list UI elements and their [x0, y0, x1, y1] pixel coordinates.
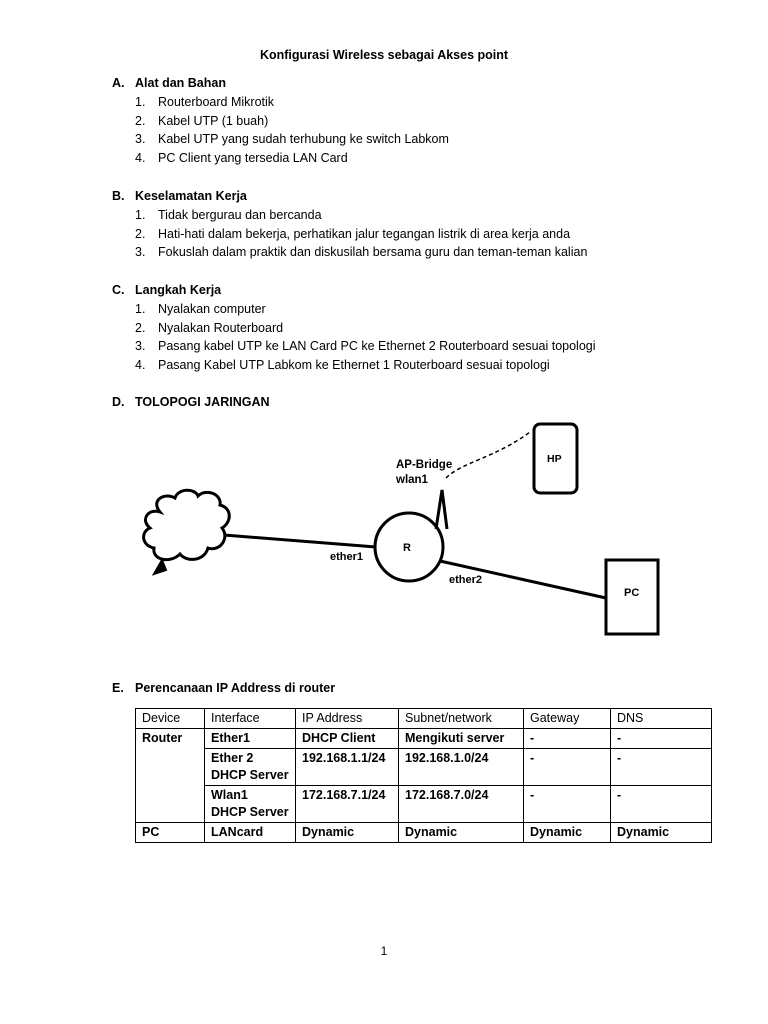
ether1-link [224, 535, 376, 547]
network-topology-diagram [0, 410, 768, 650]
table-row [136, 729, 712, 749]
section-e-heading: E. Perencanaan IP Address di router [112, 681, 336, 695]
table-cell: 192.168.1.0/24 [399, 749, 524, 786]
wireless-link [446, 432, 530, 478]
table-row [136, 786, 712, 823]
table-header: Gateway [524, 709, 611, 729]
section-a-list [135, 93, 449, 168]
table-cell: PC [136, 823, 205, 843]
table-cell: DHCP Client [296, 729, 399, 749]
table-cell: - [524, 786, 611, 823]
list-item: 4. PC Client yang tersedia LAN Card [135, 151, 348, 166]
table-cell: - [611, 749, 712, 786]
wlan-label: wlan1 [396, 474, 428, 486]
section-b-list [135, 206, 587, 262]
list-item: 1. Routerboard Mikrotik [135, 95, 275, 109]
list-item: 3. Fokuslah dalam praktik dan diskusilah bersama guru dan teman-teman kalian [135, 245, 588, 260]
section-c-list [135, 300, 596, 375]
list-item: 2. Nyalakan Routerboard [135, 320, 284, 335]
table-cell: Router [136, 729, 205, 823]
table-cell: - [611, 729, 712, 749]
ip-plan-table [135, 708, 712, 843]
section-c-heading: C. Langkah Kerja [112, 283, 222, 297]
ether1-label: ether1 [330, 551, 364, 563]
section-d-heading: D. TOLOPOGI JARINGAN [112, 395, 270, 409]
list-item: 1. Nyalakan computer [135, 302, 266, 316]
list-item: 3. Pasang kabel UTP ke LAN Card PC ke Ethernet 2 Routerboard sesuai topologi [135, 339, 596, 354]
ap-label: AP-Bridge [396, 459, 453, 471]
table-row [136, 823, 712, 843]
table-cell: Dynamic [296, 823, 399, 843]
table-cell: 192.168.1.1/24 [296, 749, 399, 786]
antenna-icon [436, 490, 447, 529]
table-cell: - [524, 749, 611, 786]
table-cell: - [524, 729, 611, 749]
table-cell: Mengikuti server [399, 729, 524, 749]
table-header: Interface [205, 709, 296, 729]
section-a-heading: A. Alat dan Bahan [112, 76, 226, 90]
table-cell: Dynamic [399, 823, 524, 843]
list-item: 2. Hati-hati dalam bekerja, perhatikan jalur tegangan listrik di area kerja anda [135, 226, 571, 241]
table-cell: Ether1 [205, 729, 296, 749]
ether2-label: ether2 [449, 574, 483, 586]
table-cell: - [611, 786, 712, 823]
list-item: 2. Kabel UTP (1 buah) [135, 113, 269, 128]
table-row [136, 749, 712, 786]
table-cell: Dynamic [524, 823, 611, 843]
table-cell: Dynamic [611, 823, 712, 843]
pc-label: PC [624, 587, 640, 599]
internet-cloud-icon [144, 490, 230, 559]
page-number: 1 [380, 944, 388, 958]
table-cell: Ether 2 DHCP Server [205, 749, 296, 786]
section-b-heading: B. Keselamatan Kerja [112, 189, 247, 203]
table-cell: 172.168.7.0/24 [399, 786, 524, 823]
list-item: 1. Tidak bergurau dan bercanda [135, 208, 322, 222]
table-header: Device [136, 709, 205, 729]
document-title: Konfigurasi Wireless sebagai Akses point [259, 48, 509, 62]
hp-label: HP [547, 453, 562, 465]
cloud-tail [154, 560, 166, 574]
table-header: IP Address [296, 709, 399, 729]
table-cell: LANcard [205, 823, 296, 843]
table-cell: 172.168.7.1/24 [296, 786, 399, 823]
list-item: 4. Pasang Kabel UTP Labkom ke Ethernet 1 Routerboard sesuai topologi [135, 358, 550, 373]
table-header-row [136, 709, 712, 729]
list-item: 3. Kabel UTP yang sudah terhubung ke switch Labkom [135, 132, 449, 147]
table-header: DNS [611, 709, 712, 729]
table-header: Subnet/network [399, 709, 524, 729]
router-label: R [403, 542, 411, 554]
table-cell: Wlan1 DHCP Server [205, 786, 296, 823]
